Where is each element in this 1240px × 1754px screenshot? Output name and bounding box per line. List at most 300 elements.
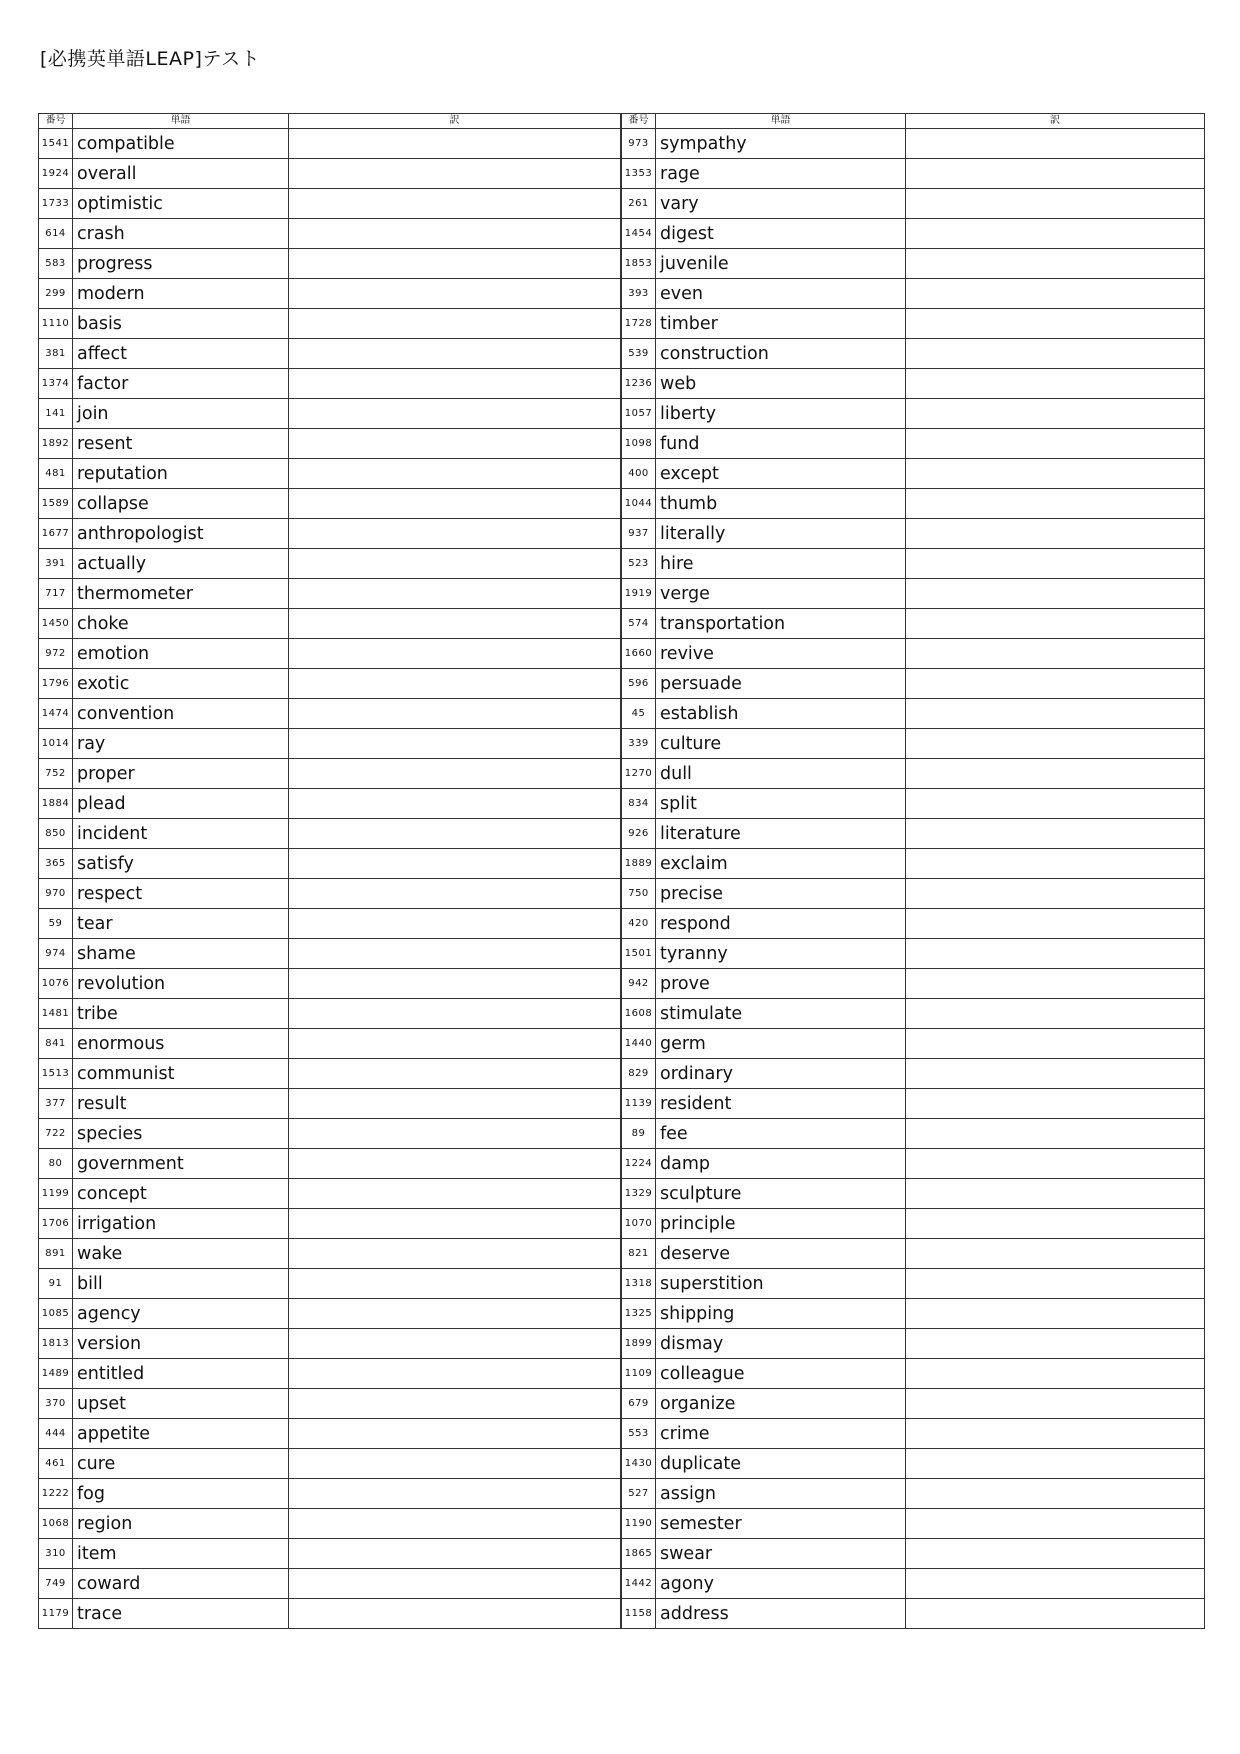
table-row bbox=[39, 879, 621, 909]
table-row bbox=[39, 609, 621, 639]
translation-answer-cell[interactable] bbox=[906, 1359, 1205, 1389]
table-row bbox=[39, 429, 621, 459]
word-number: 1070 bbox=[622, 1209, 656, 1239]
translation-answer-cell[interactable] bbox=[906, 1449, 1205, 1479]
table-row bbox=[39, 1059, 621, 1089]
table-row bbox=[39, 1569, 621, 1599]
translation-answer-cell[interactable] bbox=[906, 1599, 1205, 1629]
translation-answer-cell[interactable] bbox=[906, 129, 1205, 159]
table-row bbox=[622, 129, 1205, 159]
translation-answer-cell[interactable] bbox=[289, 879, 621, 909]
table-row bbox=[39, 699, 621, 729]
word-number: 1318 bbox=[622, 1269, 656, 1299]
translation-answer-cell[interactable] bbox=[289, 669, 621, 699]
table-row bbox=[622, 189, 1205, 219]
translation-answer-cell[interactable] bbox=[906, 759, 1205, 789]
word-number: 400 bbox=[622, 459, 656, 489]
word-number: 91 bbox=[39, 1269, 73, 1299]
word-cell: juvenile bbox=[656, 249, 906, 279]
translation-answer-cell[interactable] bbox=[289, 1479, 621, 1509]
table-row bbox=[622, 519, 1205, 549]
word-number: 1353 bbox=[622, 159, 656, 189]
word-cell: upset bbox=[73, 1389, 289, 1419]
translation-answer-cell[interactable] bbox=[289, 1599, 621, 1629]
translation-answer-cell[interactable] bbox=[906, 639, 1205, 669]
word-cell: modern bbox=[73, 279, 289, 309]
translation-answer-cell[interactable] bbox=[289, 819, 621, 849]
table-row bbox=[39, 1299, 621, 1329]
word-number: 1813 bbox=[39, 1329, 73, 1359]
word-number: 972 bbox=[39, 639, 73, 669]
translation-answer-cell[interactable] bbox=[906, 1029, 1205, 1059]
word-cell: item bbox=[73, 1539, 289, 1569]
translation-answer-cell[interactable] bbox=[289, 279, 621, 309]
word-cell: establish bbox=[656, 699, 906, 729]
table-row bbox=[39, 189, 621, 219]
translation-answer-cell[interactable] bbox=[289, 1419, 621, 1449]
table-row bbox=[622, 429, 1205, 459]
word-number: 1110 bbox=[39, 309, 73, 339]
table-row bbox=[39, 819, 621, 849]
table-row bbox=[39, 789, 621, 819]
word-number: 553 bbox=[622, 1419, 656, 1449]
translation-answer-cell[interactable] bbox=[289, 999, 621, 1029]
word-number: 973 bbox=[622, 129, 656, 159]
table-row bbox=[622, 1539, 1205, 1569]
translation-answer-cell[interactable] bbox=[906, 1269, 1205, 1299]
translation-answer-cell[interactable] bbox=[289, 849, 621, 879]
word-number: 1481 bbox=[39, 999, 73, 1029]
word-cell: prove bbox=[656, 969, 906, 999]
table-row bbox=[622, 1029, 1205, 1059]
word-number: 527 bbox=[622, 1479, 656, 1509]
table-row bbox=[622, 459, 1205, 489]
word-cell: agency bbox=[73, 1299, 289, 1329]
translation-answer-cell[interactable] bbox=[906, 879, 1205, 909]
word-number: 1608 bbox=[622, 999, 656, 1029]
word-number: 829 bbox=[622, 1059, 656, 1089]
word-cell: assign bbox=[656, 1479, 906, 1509]
translation-answer-cell[interactable] bbox=[906, 459, 1205, 489]
translation-answer-cell[interactable] bbox=[289, 1119, 621, 1149]
table-row bbox=[622, 1329, 1205, 1359]
table-row bbox=[622, 789, 1205, 819]
translation-answer-cell[interactable] bbox=[289, 189, 621, 219]
word-number: 1329 bbox=[622, 1179, 656, 1209]
translation-answer-cell[interactable] bbox=[906, 1239, 1205, 1269]
word-number: 1057 bbox=[622, 399, 656, 429]
table-row bbox=[39, 279, 621, 309]
translation-answer-cell[interactable] bbox=[906, 909, 1205, 939]
word-number: 1853 bbox=[622, 249, 656, 279]
word-cell: shipping bbox=[656, 1299, 906, 1329]
table-row bbox=[39, 369, 621, 399]
right-word-table bbox=[621, 113, 1205, 1629]
translation-answer-cell[interactable] bbox=[906, 1569, 1205, 1599]
word-cell: split bbox=[656, 789, 906, 819]
word-cell: tyranny bbox=[656, 939, 906, 969]
header-word: 単語 bbox=[656, 114, 906, 129]
word-number: 614 bbox=[39, 219, 73, 249]
translation-answer-cell[interactable] bbox=[289, 1509, 621, 1539]
word-number: 1430 bbox=[622, 1449, 656, 1479]
translation-answer-cell[interactable] bbox=[289, 1359, 621, 1389]
translation-answer-cell[interactable] bbox=[289, 459, 621, 489]
translation-answer-cell[interactable] bbox=[906, 219, 1205, 249]
translation-answer-cell[interactable] bbox=[906, 429, 1205, 459]
translation-answer-cell[interactable] bbox=[906, 849, 1205, 879]
word-cell: damp bbox=[656, 1149, 906, 1179]
translation-answer-cell[interactable] bbox=[906, 999, 1205, 1029]
translation-answer-cell[interactable] bbox=[906, 1119, 1205, 1149]
table-row bbox=[39, 969, 621, 999]
translation-answer-cell[interactable] bbox=[289, 159, 621, 189]
translation-answer-cell[interactable] bbox=[906, 339, 1205, 369]
table-row bbox=[622, 1059, 1205, 1089]
table-row bbox=[39, 669, 621, 699]
word-cell: overall bbox=[73, 159, 289, 189]
translation-answer-cell[interactable] bbox=[289, 1299, 621, 1329]
word-cell: proper bbox=[73, 759, 289, 789]
header-word: 単語 bbox=[73, 114, 289, 129]
word-number: 1440 bbox=[622, 1029, 656, 1059]
table-row bbox=[39, 1389, 621, 1419]
word-number: 89 bbox=[622, 1119, 656, 1149]
word-number: 926 bbox=[622, 819, 656, 849]
word-cell: version bbox=[73, 1329, 289, 1359]
left-word-table bbox=[38, 113, 621, 1629]
translation-answer-cell[interactable] bbox=[289, 1149, 621, 1179]
translation-answer-cell[interactable] bbox=[289, 1179, 621, 1209]
table-row bbox=[622, 1599, 1205, 1629]
word-cell: concept bbox=[73, 1179, 289, 1209]
translation-answer-cell[interactable] bbox=[289, 339, 621, 369]
word-number: 1899 bbox=[622, 1329, 656, 1359]
word-cell: digest bbox=[656, 219, 906, 249]
translation-answer-cell[interactable] bbox=[289, 249, 621, 279]
word-number: 679 bbox=[622, 1389, 656, 1419]
translation-answer-cell[interactable] bbox=[906, 1389, 1205, 1419]
translation-answer-cell[interactable] bbox=[289, 1539, 621, 1569]
word-cell: optimistic bbox=[73, 189, 289, 219]
translation-answer-cell[interactable] bbox=[906, 1539, 1205, 1569]
translation-answer-cell[interactable] bbox=[289, 1569, 621, 1599]
translation-answer-cell[interactable] bbox=[289, 1089, 621, 1119]
translation-answer-cell[interactable] bbox=[906, 279, 1205, 309]
word-number: 391 bbox=[39, 549, 73, 579]
word-number: 80 bbox=[39, 1149, 73, 1179]
word-number: 1085 bbox=[39, 1299, 73, 1329]
word-number: 1076 bbox=[39, 969, 73, 999]
word-number: 752 bbox=[39, 759, 73, 789]
word-number: 1068 bbox=[39, 1509, 73, 1539]
word-cell: coward bbox=[73, 1569, 289, 1599]
word-number: 1199 bbox=[39, 1179, 73, 1209]
word-number: 1489 bbox=[39, 1359, 73, 1389]
table-row bbox=[39, 399, 621, 429]
table-row bbox=[622, 1419, 1205, 1449]
word-cell: organize bbox=[656, 1389, 906, 1419]
table-row bbox=[622, 309, 1205, 339]
word-number: 1924 bbox=[39, 159, 73, 189]
word-number: 937 bbox=[622, 519, 656, 549]
word-cell: bill bbox=[73, 1269, 289, 1299]
translation-answer-cell[interactable] bbox=[289, 1329, 621, 1359]
translation-answer-cell[interactable] bbox=[289, 1269, 621, 1299]
translation-answer-cell[interactable] bbox=[906, 369, 1205, 399]
table-row bbox=[622, 399, 1205, 429]
table-row bbox=[39, 1269, 621, 1299]
word-cell: thumb bbox=[656, 489, 906, 519]
table-row bbox=[622, 579, 1205, 609]
table-row bbox=[622, 879, 1205, 909]
word-number: 420 bbox=[622, 909, 656, 939]
word-cell: deserve bbox=[656, 1239, 906, 1269]
table-row bbox=[622, 489, 1205, 519]
table-row bbox=[622, 1479, 1205, 1509]
translation-answer-cell[interactable] bbox=[289, 699, 621, 729]
word-number: 717 bbox=[39, 579, 73, 609]
word-cell: dismay bbox=[656, 1329, 906, 1359]
table-row bbox=[39, 1029, 621, 1059]
word-cell: exclaim bbox=[656, 849, 906, 879]
word-cell: species bbox=[73, 1119, 289, 1149]
translation-answer-cell[interactable] bbox=[289, 1209, 621, 1239]
word-cell: convention bbox=[73, 699, 289, 729]
translation-answer-cell[interactable] bbox=[906, 939, 1205, 969]
page-title: [必携英単語LEAP]テスト bbox=[40, 48, 261, 70]
word-number: 1014 bbox=[39, 729, 73, 759]
table-row bbox=[39, 849, 621, 879]
word-cell: trace bbox=[73, 1599, 289, 1629]
word-cell: appetite bbox=[73, 1419, 289, 1449]
table-row bbox=[39, 999, 621, 1029]
word-number: 365 bbox=[39, 849, 73, 879]
table-row bbox=[622, 669, 1205, 699]
word-cell: respond bbox=[656, 909, 906, 939]
translation-answer-cell[interactable] bbox=[289, 369, 621, 399]
table-row bbox=[39, 129, 621, 159]
translation-answer-cell[interactable] bbox=[289, 549, 621, 579]
table-row bbox=[39, 309, 621, 339]
table-row bbox=[622, 939, 1205, 969]
translation-answer-cell[interactable] bbox=[906, 1419, 1205, 1449]
translation-answer-cell[interactable] bbox=[906, 1089, 1205, 1119]
translation-answer-cell[interactable] bbox=[289, 1059, 621, 1089]
table-row bbox=[622, 159, 1205, 189]
word-cell: collapse bbox=[73, 489, 289, 519]
word-number: 1501 bbox=[622, 939, 656, 969]
word-number: 539 bbox=[622, 339, 656, 369]
table-row bbox=[39, 939, 621, 969]
word-number: 1919 bbox=[622, 579, 656, 609]
translation-answer-cell[interactable] bbox=[289, 429, 621, 459]
word-number: 850 bbox=[39, 819, 73, 849]
word-cell: superstition bbox=[656, 1269, 906, 1299]
word-number: 1513 bbox=[39, 1059, 73, 1089]
table-row bbox=[39, 1239, 621, 1269]
word-number: 1158 bbox=[622, 1599, 656, 1629]
translation-answer-cell[interactable] bbox=[289, 399, 621, 429]
table-row bbox=[622, 849, 1205, 879]
table-row bbox=[39, 339, 621, 369]
word-cell: literature bbox=[656, 819, 906, 849]
table-row bbox=[39, 1149, 621, 1179]
table-row bbox=[622, 609, 1205, 639]
translation-answer-cell[interactable] bbox=[289, 519, 621, 549]
translation-answer-cell[interactable] bbox=[906, 1509, 1205, 1539]
word-cell: emotion bbox=[73, 639, 289, 669]
word-cell: wake bbox=[73, 1239, 289, 1269]
table-row bbox=[622, 339, 1205, 369]
table-row bbox=[39, 579, 621, 609]
word-number: 974 bbox=[39, 939, 73, 969]
word-number: 523 bbox=[622, 549, 656, 579]
header-translation: 訳 bbox=[906, 114, 1205, 129]
translation-answer-cell[interactable] bbox=[289, 1029, 621, 1059]
word-number: 1044 bbox=[622, 489, 656, 519]
translation-answer-cell[interactable] bbox=[906, 1299, 1205, 1329]
translation-answer-cell[interactable] bbox=[289, 489, 621, 519]
word-cell: duplicate bbox=[656, 1449, 906, 1479]
translation-answer-cell[interactable] bbox=[906, 609, 1205, 639]
table-row bbox=[622, 279, 1205, 309]
word-cell: anthropologist bbox=[73, 519, 289, 549]
word-number: 970 bbox=[39, 879, 73, 909]
translation-answer-cell[interactable] bbox=[289, 939, 621, 969]
translation-answer-cell[interactable] bbox=[906, 159, 1205, 189]
translation-answer-cell[interactable] bbox=[906, 579, 1205, 609]
header-number: 番号 bbox=[39, 114, 73, 129]
translation-answer-cell[interactable] bbox=[289, 639, 621, 669]
table-row bbox=[622, 999, 1205, 1029]
word-cell: hire bbox=[656, 549, 906, 579]
translation-answer-cell[interactable] bbox=[906, 189, 1205, 219]
word-number: 1454 bbox=[622, 219, 656, 249]
table-row bbox=[622, 969, 1205, 999]
translation-answer-cell[interactable] bbox=[289, 609, 621, 639]
word-cell: choke bbox=[73, 609, 289, 639]
word-number: 339 bbox=[622, 729, 656, 759]
translation-answer-cell[interactable] bbox=[906, 399, 1205, 429]
translation-answer-cell[interactable] bbox=[906, 789, 1205, 819]
word-number: 1190 bbox=[622, 1509, 656, 1539]
table-row bbox=[622, 699, 1205, 729]
translation-answer-cell[interactable] bbox=[289, 759, 621, 789]
table-header-row bbox=[622, 114, 1205, 129]
table-row bbox=[39, 249, 621, 279]
word-number: 1222 bbox=[39, 1479, 73, 1509]
table-row bbox=[622, 1449, 1205, 1479]
word-cell: revive bbox=[656, 639, 906, 669]
word-number: 45 bbox=[622, 699, 656, 729]
table-row bbox=[622, 1209, 1205, 1239]
translation-answer-cell[interactable] bbox=[289, 909, 621, 939]
word-number: 1109 bbox=[622, 1359, 656, 1389]
translation-answer-cell[interactable] bbox=[289, 1449, 621, 1479]
word-cell: actually bbox=[73, 549, 289, 579]
word-cell: irrigation bbox=[73, 1209, 289, 1239]
word-cell: government bbox=[73, 1149, 289, 1179]
word-cell: transportation bbox=[656, 609, 906, 639]
word-cell: web bbox=[656, 369, 906, 399]
word-number: 583 bbox=[39, 249, 73, 279]
translation-answer-cell[interactable] bbox=[289, 1239, 621, 1269]
word-cell: liberty bbox=[656, 399, 906, 429]
word-cell: persuade bbox=[656, 669, 906, 699]
word-cell: thermometer bbox=[73, 579, 289, 609]
translation-answer-cell[interactable] bbox=[906, 819, 1205, 849]
translation-answer-cell[interactable] bbox=[906, 1479, 1205, 1509]
translation-answer-cell[interactable] bbox=[906, 729, 1205, 759]
translation-answer-cell[interactable] bbox=[289, 129, 621, 159]
translation-answer-cell[interactable] bbox=[906, 1179, 1205, 1209]
table-row bbox=[39, 519, 621, 549]
word-number: 310 bbox=[39, 1539, 73, 1569]
table-row bbox=[39, 1329, 621, 1359]
table-row bbox=[622, 249, 1205, 279]
word-cell: rage bbox=[656, 159, 906, 189]
translation-answer-cell[interactable] bbox=[906, 489, 1205, 519]
word-number: 1884 bbox=[39, 789, 73, 819]
table-row bbox=[39, 489, 621, 519]
translation-answer-cell[interactable] bbox=[906, 519, 1205, 549]
translation-answer-cell[interactable] bbox=[906, 1329, 1205, 1359]
translation-answer-cell[interactable] bbox=[289, 1389, 621, 1419]
word-cell: except bbox=[656, 459, 906, 489]
word-number: 1706 bbox=[39, 1209, 73, 1239]
translation-answer-cell[interactable] bbox=[906, 699, 1205, 729]
translation-answer-cell[interactable] bbox=[906, 1149, 1205, 1179]
table-row bbox=[622, 759, 1205, 789]
table-row bbox=[622, 1119, 1205, 1149]
table-row bbox=[39, 1179, 621, 1209]
word-cell: stimulate bbox=[656, 999, 906, 1029]
word-cell: culture bbox=[656, 729, 906, 759]
word-number: 1474 bbox=[39, 699, 73, 729]
translation-answer-cell[interactable] bbox=[289, 729, 621, 759]
word-cell: ordinary bbox=[656, 1059, 906, 1089]
word-cell: incident bbox=[73, 819, 289, 849]
translation-answer-cell[interactable] bbox=[289, 309, 621, 339]
word-number: 461 bbox=[39, 1449, 73, 1479]
translation-answer-cell[interactable] bbox=[906, 1209, 1205, 1239]
translation-answer-cell[interactable] bbox=[906, 549, 1205, 579]
translation-answer-cell[interactable] bbox=[289, 969, 621, 999]
translation-answer-cell[interactable] bbox=[906, 309, 1205, 339]
translation-answer-cell[interactable] bbox=[289, 789, 621, 819]
translation-answer-cell[interactable] bbox=[906, 249, 1205, 279]
word-cell: resent bbox=[73, 429, 289, 459]
table-row bbox=[39, 1539, 621, 1569]
translation-answer-cell[interactable] bbox=[289, 579, 621, 609]
word-cell: colleague bbox=[656, 1359, 906, 1389]
word-cell: reputation bbox=[73, 459, 289, 489]
word-number: 1374 bbox=[39, 369, 73, 399]
word-number: 393 bbox=[622, 279, 656, 309]
table-row bbox=[39, 1449, 621, 1479]
word-cell: fog bbox=[73, 1479, 289, 1509]
translation-answer-cell[interactable] bbox=[906, 969, 1205, 999]
word-cell: satisfy bbox=[73, 849, 289, 879]
translation-answer-cell[interactable] bbox=[906, 669, 1205, 699]
translation-answer-cell[interactable] bbox=[906, 1059, 1205, 1089]
translation-answer-cell[interactable] bbox=[289, 219, 621, 249]
table-row bbox=[622, 369, 1205, 399]
word-cell: exotic bbox=[73, 669, 289, 699]
word-cell: even bbox=[656, 279, 906, 309]
word-number: 444 bbox=[39, 1419, 73, 1449]
